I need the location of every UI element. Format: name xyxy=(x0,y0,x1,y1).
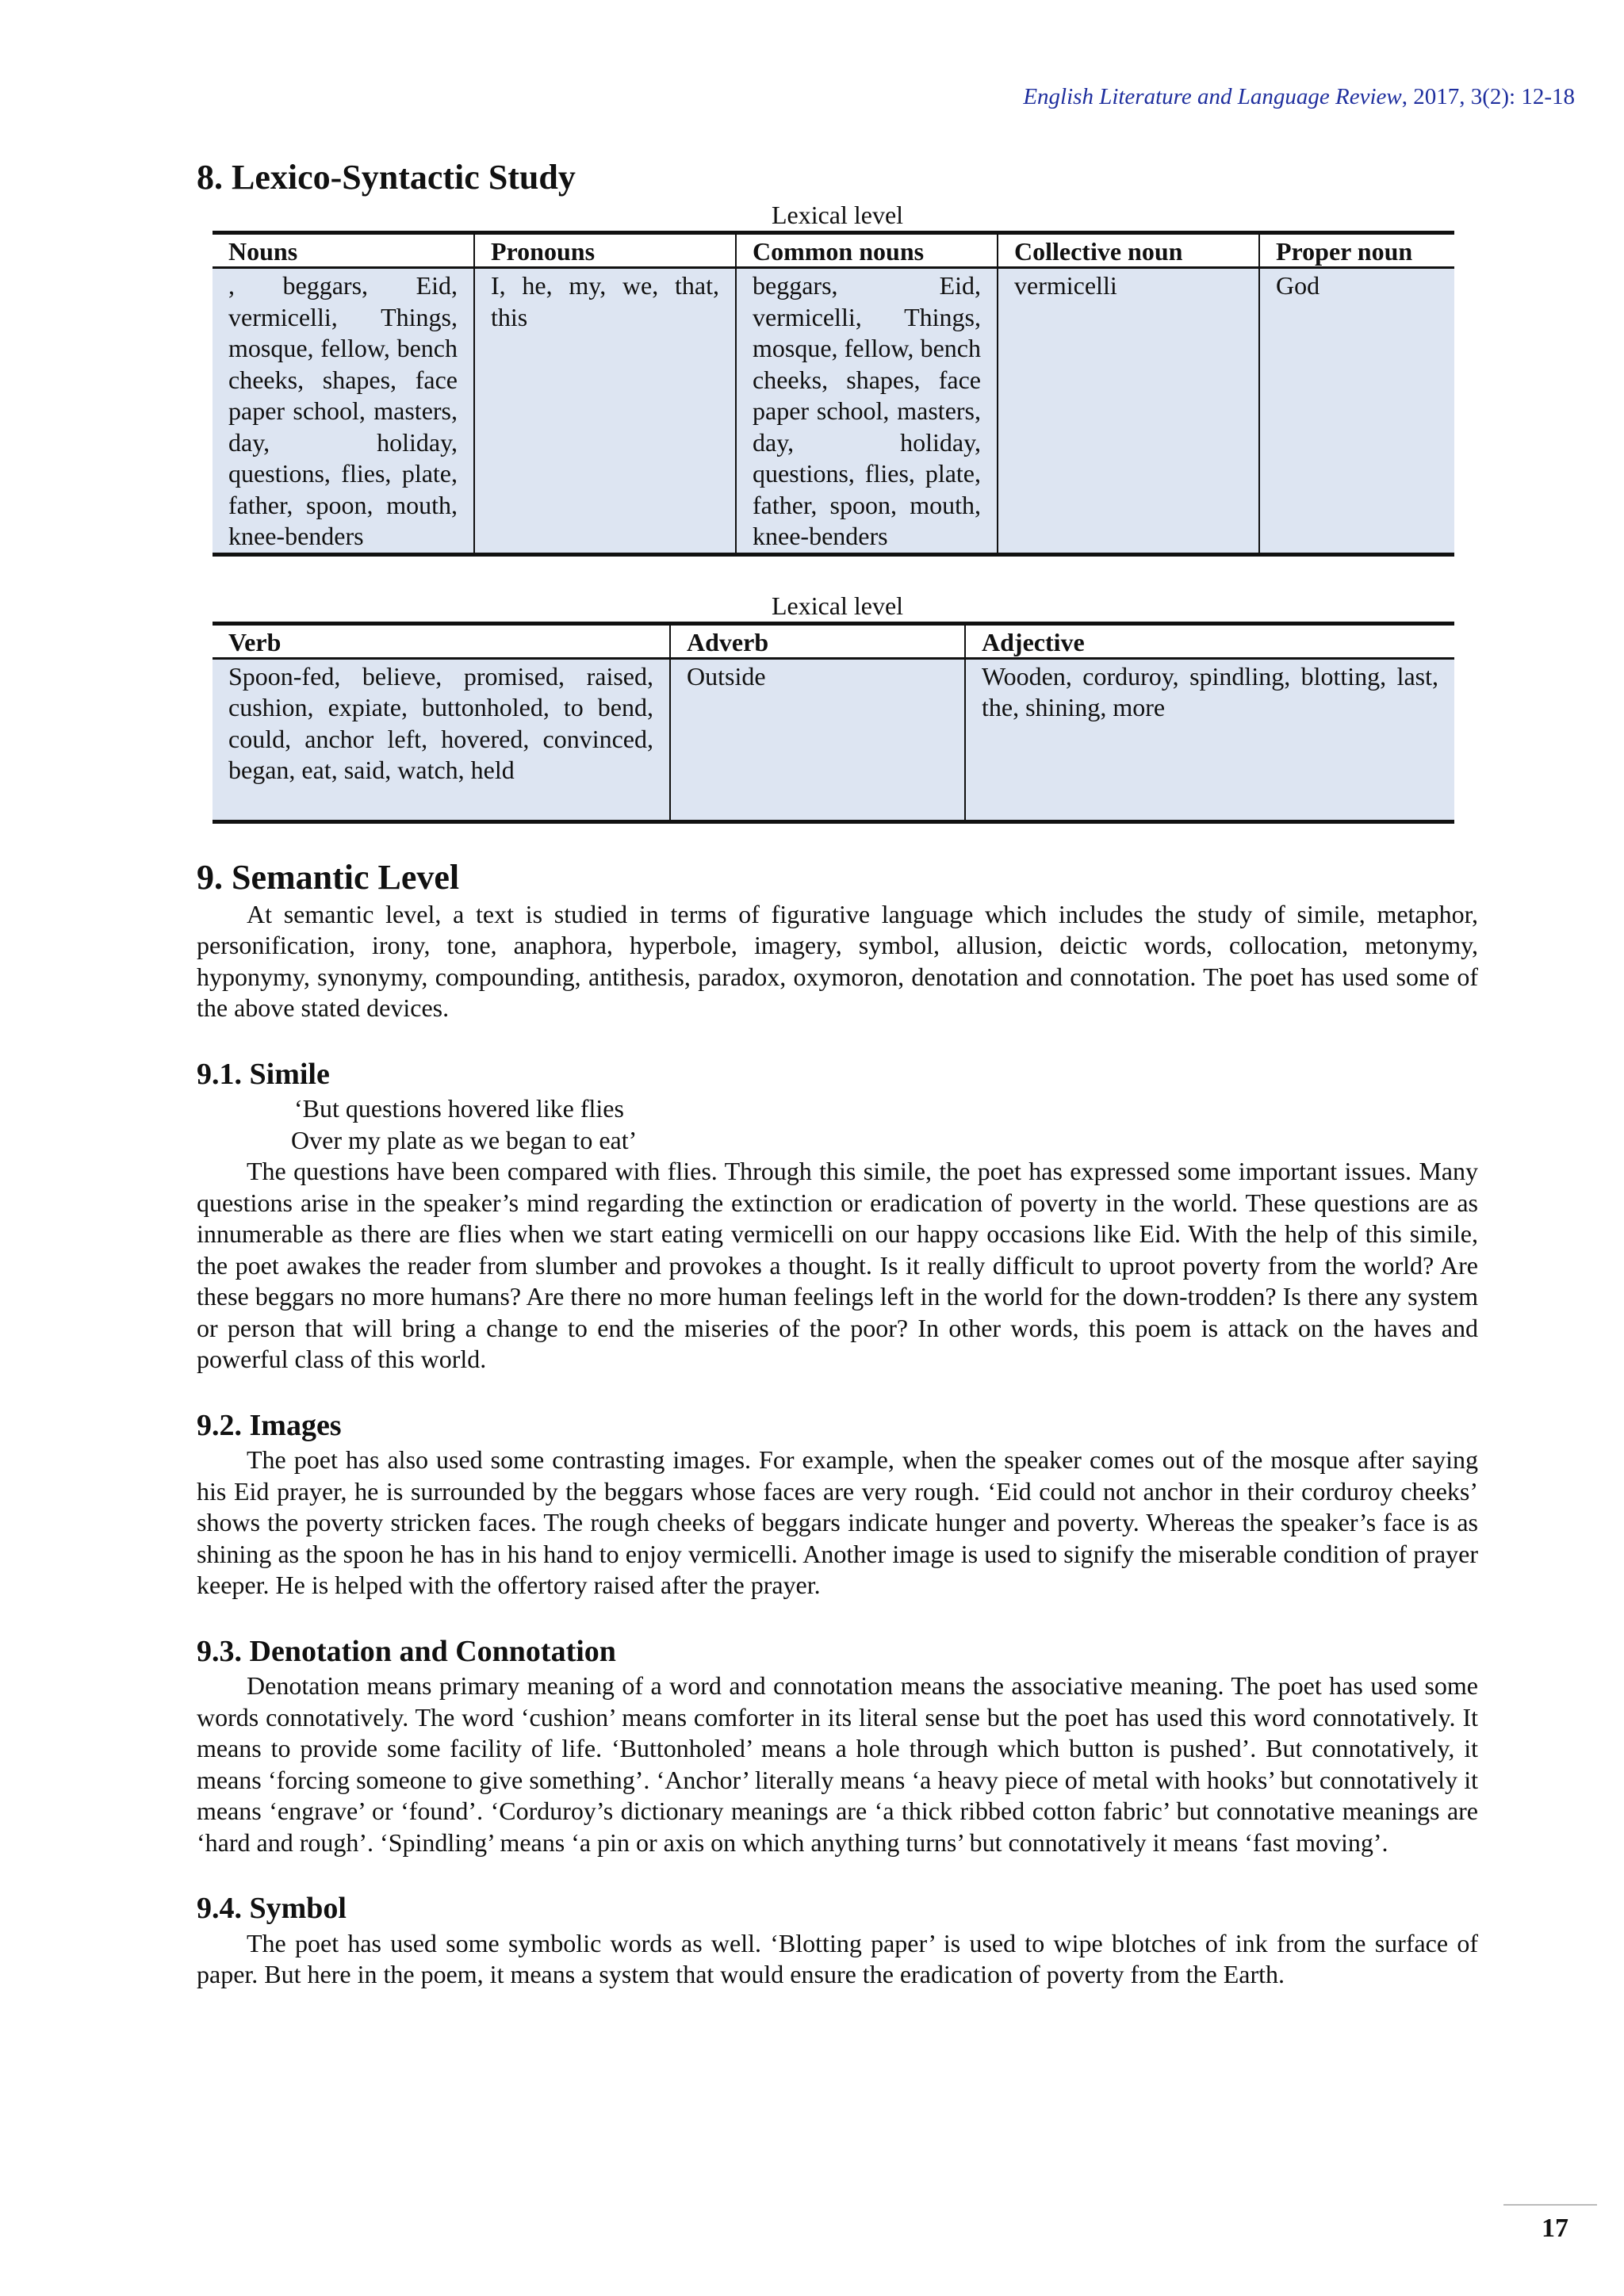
denotation-body: Denotation means primary meaning of a word and connotation means the associative meaning. The poet has used some words connotatively. The word ‘cushion’ means comforter in its literal sense but the poet has used this word connotatively. It means to provide some facility of life. ‘Buttonholed’ means a hole through which button is pushed’. But connotatively, it means ‘forcing someone to give something’. ‘Anchor’ literally means ‘a heavy piece of metal with hooks’ but connotatively it means ‘engrave’ or ‘found’. ‘Corduroy’s dictionary meanings are ‘a thick ribbed cotton fabric’ but connotative meanings are ‘hard and rough’. ‘Spindling’ means ‘a pin or axis on which anything turns’ but connotatively it means ‘fast moving’. xyxy=(197,1671,1478,1857)
table-2-caption: Lexical level xyxy=(771,591,904,620)
lexical-table-2 xyxy=(213,622,1454,824)
subsection-simile-heading: 9.1. Simile xyxy=(197,1057,330,1091)
subsection-denotation-heading: 9.3. Denotation and Connotation xyxy=(197,1634,616,1668)
header-collective-noun: Collective noun xyxy=(998,233,1259,268)
header-adjective: Adjective xyxy=(965,623,1454,658)
table-row xyxy=(213,658,1454,821)
quote-line-1: ‘But questions hovered like flies xyxy=(294,1094,624,1123)
lexical-table-1 xyxy=(213,231,1454,557)
page-number: 17 xyxy=(1542,2214,1568,2243)
subsection-images-heading: 9.2. Images xyxy=(197,1408,342,1442)
subsection-symbol-heading: 9.4. Symbol xyxy=(197,1892,347,1925)
table-header-row xyxy=(213,233,1454,268)
section-9-heading: 9. Semantic Level xyxy=(197,857,460,897)
quote-line-2: Over my plate as we began to eat’ xyxy=(291,1125,638,1154)
header-proper-noun: Proper noun xyxy=(1259,233,1454,268)
table-1-caption: Lexical level xyxy=(771,201,904,229)
page-content xyxy=(197,155,1478,1991)
header-verb: Verb xyxy=(213,623,670,658)
header-adverb: Adverb xyxy=(670,623,965,658)
cell-common-nouns: beggars, Eid, vermicelli, Things, mosque, fellow, bench cheeks, shapes, face paper school, masters, day, holiday, questions, flies, plate, father, spoon, mouth, knee-benders xyxy=(736,268,998,555)
header-nouns: Nouns xyxy=(213,233,474,268)
simile-body: The questions have been compared with flies. Through this simile, the poet has expressed some important issues. Many questions arise in the speaker’s mind regarding the extinction or eradication of poverty in the world. These questions are as innumerable as there are flies when we start eating vermicelli on our happy occasions like Eid. With the help of this simile, the poet awakes the reader from slumber and provokes a thought. Is it really difficult to uproot poverty from the world? Are these beggars no more humans? Are there no more human feelings left in the world for the down-trodden? Is there any system or person that will bring a change to end the miseries of the poor? In other words, this poem is attack on the haves and powerful class of this world. xyxy=(197,1157,1478,1373)
table-row xyxy=(213,268,1454,555)
cell-pronouns: I, he, my, we, that, this xyxy=(474,268,736,555)
footer-divider xyxy=(1503,2204,1597,2206)
running-head xyxy=(623,84,1575,110)
section-8-heading: 8. Lexico-Syntactic Study xyxy=(197,158,576,197)
cell-verb: Spoon-fed, believe, promised, raised, cushion, expiate, buttonholed, to bend, could, anchor left, hovered, convinced, began, eat, said, watch, held xyxy=(213,658,670,821)
section-9-intro: At semantic level, a text is studied in terms of figurative language which includes the study of simile, metaphor, personification, irony, tone, anaphora, hyperbole, imagery, symbol, allusion, deictic words, collocation, metonymy, hyponymy, synonymy, compounding, antithesis, paradox, oxymoron, denotation and connotation. The poet has used some of the above stated devices. xyxy=(197,899,1478,1022)
citation: , 2017, 3(2): 12-18 xyxy=(1401,84,1575,109)
simile-quote xyxy=(291,1093,1478,1156)
journal-name: English Literature and Language Review xyxy=(1023,84,1402,109)
cell-proper-noun: God xyxy=(1259,268,1454,555)
cell-collective-noun: vermicelli xyxy=(998,268,1259,555)
cell-adjective: Wooden, corduroy, spindling, blotting, last, the, shining, more xyxy=(965,658,1454,821)
cell-nouns: , beggars, Eid, vermicelli, Things, mosque, fellow, bench cheeks, shapes, face paper school, masters, day, holiday, questions, flies, plate, father, spoon, mouth, knee-benders xyxy=(213,268,474,555)
table-header-row xyxy=(213,623,1454,658)
cell-adverb: Outside xyxy=(670,658,965,821)
symbol-body: The poet has used some symbolic words as well. ‘Blotting paper’ is used to wipe blotches of ink from the surface of paper. But here in the poem, it means a system that would ensure the eradication of poverty from the Earth. xyxy=(197,1928,1478,1988)
header-common-nouns: Common nouns xyxy=(736,233,998,268)
images-body: The poet has also used some contrasting images. For example, when the speaker comes out of the mosque after saying his Eid prayer, he is surrounded by the beggars whose faces are very rough. ‘Eid could not anchor in their corduroy cheeks’ shows the poverty stricken faces. The rough cheeks of beggars indicate hunger and poverty. Whereas the speaker’s face is as shining as the spoon he has in his hand to enjoy vermicelli. Another image is used to signify the miserable condition of prayer keeper. He is helped with the offertory raised after the prayer. xyxy=(197,1445,1478,1599)
header-pronouns: Pronouns xyxy=(474,233,736,268)
